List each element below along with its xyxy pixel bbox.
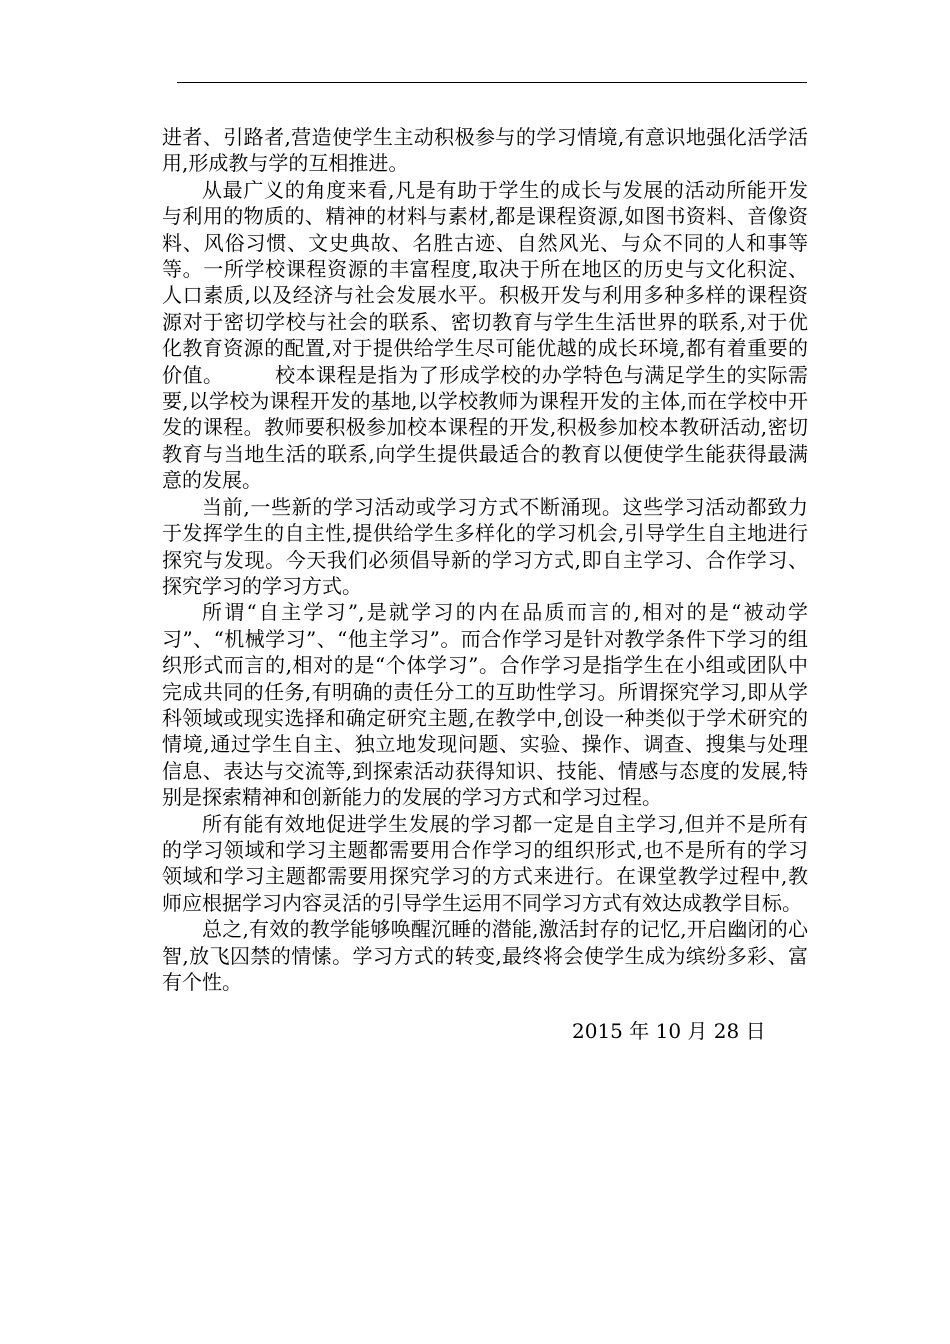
- document-body: [162, 124, 808, 995]
- document-date: 2015 年 10 月 28 日: [572, 1019, 766, 1043]
- paragraph-new-learning-methods: 当前,一些新的学习活动或学习方式不断涌现。这些学习活动都致力于发挥学生的自主性,提供给学生多样化的学习机会,引导学生自主地进行探究与发现。今天我们必须倡导新的学习方式,即自主学习、合作学习、探究学习的学习方式。: [162, 494, 808, 598]
- paragraph-continuation: 进者、引路者,营造使学生主动积极参与的学习情境,有意识地强化活学活用,形成教与学的互相推进。: [162, 125, 808, 176]
- paragraph-learning-definitions: 所谓“自主学习”,是就学习的内在品质而言的,相对的是“被动学习”、“机械学习”、“他主学习”。而合作学习是针对教学条件下学习的组织形式而言的,相对的是“个体学习”。合作学习是指学生在小组或团队中完成共同的任务,有明确的责任分工的互助性学习。所谓探究学习,即从学科领域或现实选择和确定研究主题,在教学中,创设一种类似于学术研究的情境,通过学生自主、独立地发现问题、实验、操作、调查、搜集与处理信息、表达与交流等,到探索活动获得知识、技能、情感与态度的发展,特别是探索精神和创新能力的发展的学习方式和学习过程。: [162, 600, 808, 810]
- header-rule: [177, 82, 807, 83]
- paragraph-conclusion: 总之,有效的教学能够唤醒沉睡的潜能,激活封存的记忆,开启幽闭的心智,放飞囚禁的情愫。学习方式的转变,最终将会使学生成为缤纷多彩、富有个性。: [162, 917, 808, 994]
- paragraph-curriculum-resources: 从最广义的角度来看,凡是有助于学生的成长与发展的活动所能开发与利用的物质的、精神的材料与素材,都是课程资源,如图书资料、音像资料、风俗习惯、文史典故、名胜古迹、自然风光、与众不同的人和事等等。一所学校课程资源的丰富程度,取决于所在地区的历史与文化积淀、人口素质,以及经济与社会发展水平。积极开发与利用多种多样的课程资源对于密切学校与社会的联系、密切教育与学生生活世界的联系,对于优化教育资源的配置,对于提供给学生尽可能优越的成长环境,都有着重要的价值。 校本课程是指为了形成学校的办学特色与满足学生的实际需要,以学校为课程开发的基地,以学校教师为课程开发的主体,而在学校中开发的课程。教师要积极参加校本课程的开发,积极参加校本教研活动,密切教育与当地生活的联系,向学生提供最适合的教育以便使学生能获得最满意的发展。: [162, 177, 808, 493]
- paragraph-classroom-teaching: 所有能有效地促进学生发展的学习都一定是自主学习,但并不是所有的学习领域和学习主题都需要用合作学习的组织形式,也不是所有的学习领域和学习主题都需要用探究学习的方式来进行。在课堂教学过程中,教师应根据学习内容灵活的引导学生运用不同学习方式有效达成教学目标。: [162, 811, 808, 915]
